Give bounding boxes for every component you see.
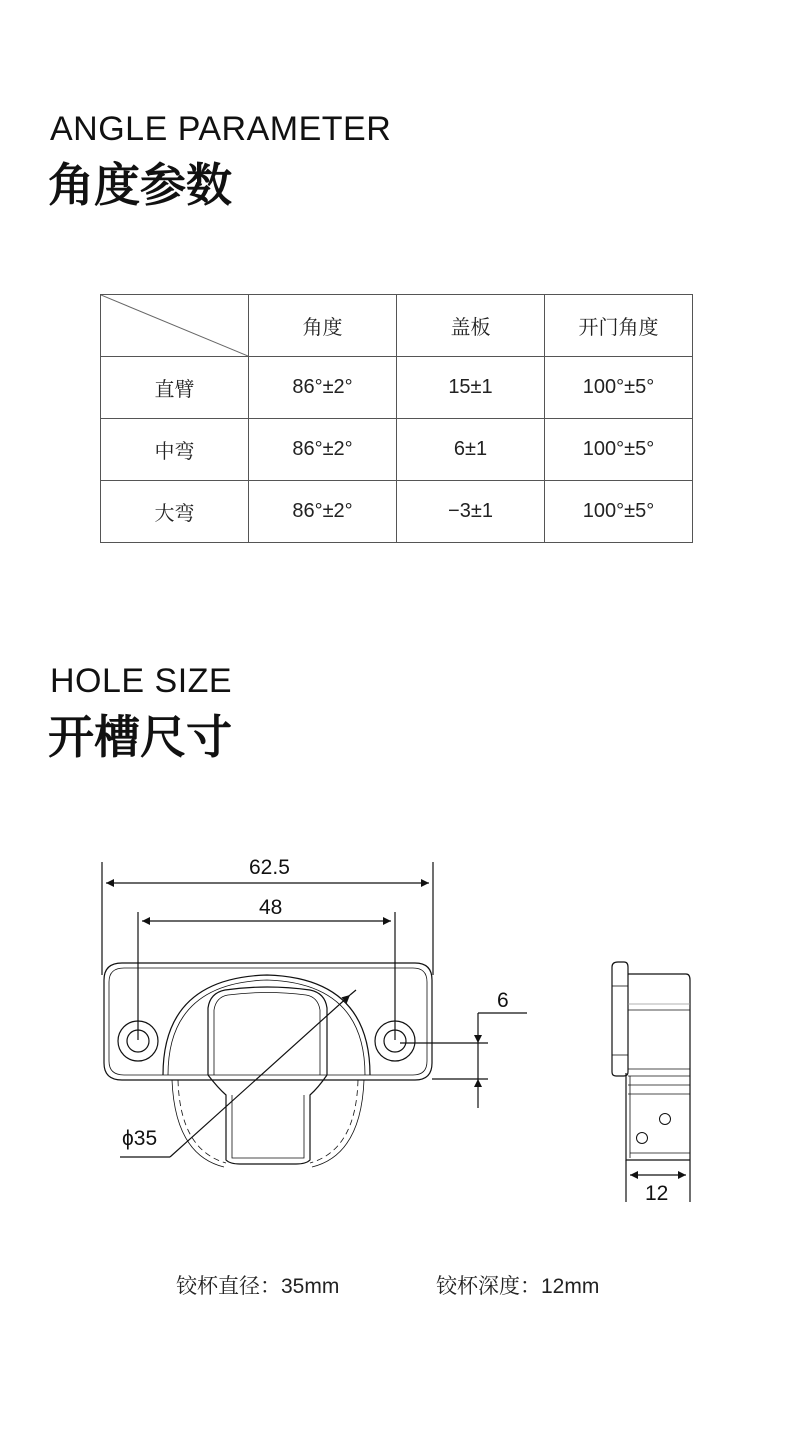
offset-label: 6 <box>497 989 509 1012</box>
depth-label: 12 <box>645 1182 669 1205</box>
table-cell: 中弯 <box>101 419 249 481</box>
cup-diameter-spec: 铰杯直径：35mm <box>176 1275 340 1298</box>
table-cell: 6±1 <box>397 419 545 481</box>
table-cell: 大弯 <box>101 481 249 543</box>
table-header-cell: 开门角度 <box>545 295 693 357</box>
angle-title-en: ANGLE PARAMETER <box>50 110 392 148</box>
table-cell: 86°±2° <box>249 357 397 419</box>
screw-spacing-label: 48 <box>259 896 283 919</box>
cup-depth-spec: 铰杯深度：12mm <box>436 1275 600 1298</box>
table-cell: −3±1 <box>397 481 545 543</box>
angle-title-cn: 角度参数 <box>48 158 232 212</box>
table-row <box>101 481 693 543</box>
hinge-cup-drawing <box>0 840 790 1220</box>
table-row <box>101 357 693 419</box>
table-cell: 86°±2° <box>249 419 397 481</box>
table-corner-cell <box>101 295 249 357</box>
table-cell: 100°±5° <box>545 357 693 419</box>
cup-diameter-label: ϕ35 <box>122 1127 158 1150</box>
diagonal-line-icon <box>101 295 248 356</box>
table-cell: 100°±5° <box>545 419 693 481</box>
hole-title-en: HOLE SIZE <box>50 662 233 700</box>
table-header-cell: 角度 <box>249 295 397 357</box>
table-cell: 15±1 <box>397 357 545 419</box>
angle-parameter-table <box>100 294 693 543</box>
table-header-row <box>101 295 693 357</box>
overall-width-label: 62.5 <box>249 856 290 879</box>
table-cell: 86°±2° <box>249 481 397 543</box>
table-cell: 100°±5° <box>545 481 693 543</box>
table-cell: 直臂 <box>101 357 249 419</box>
table-row <box>101 419 693 481</box>
hole-title-cn: 开槽尺寸 <box>48 710 232 764</box>
table-header-cell: 盖板 <box>397 295 545 357</box>
